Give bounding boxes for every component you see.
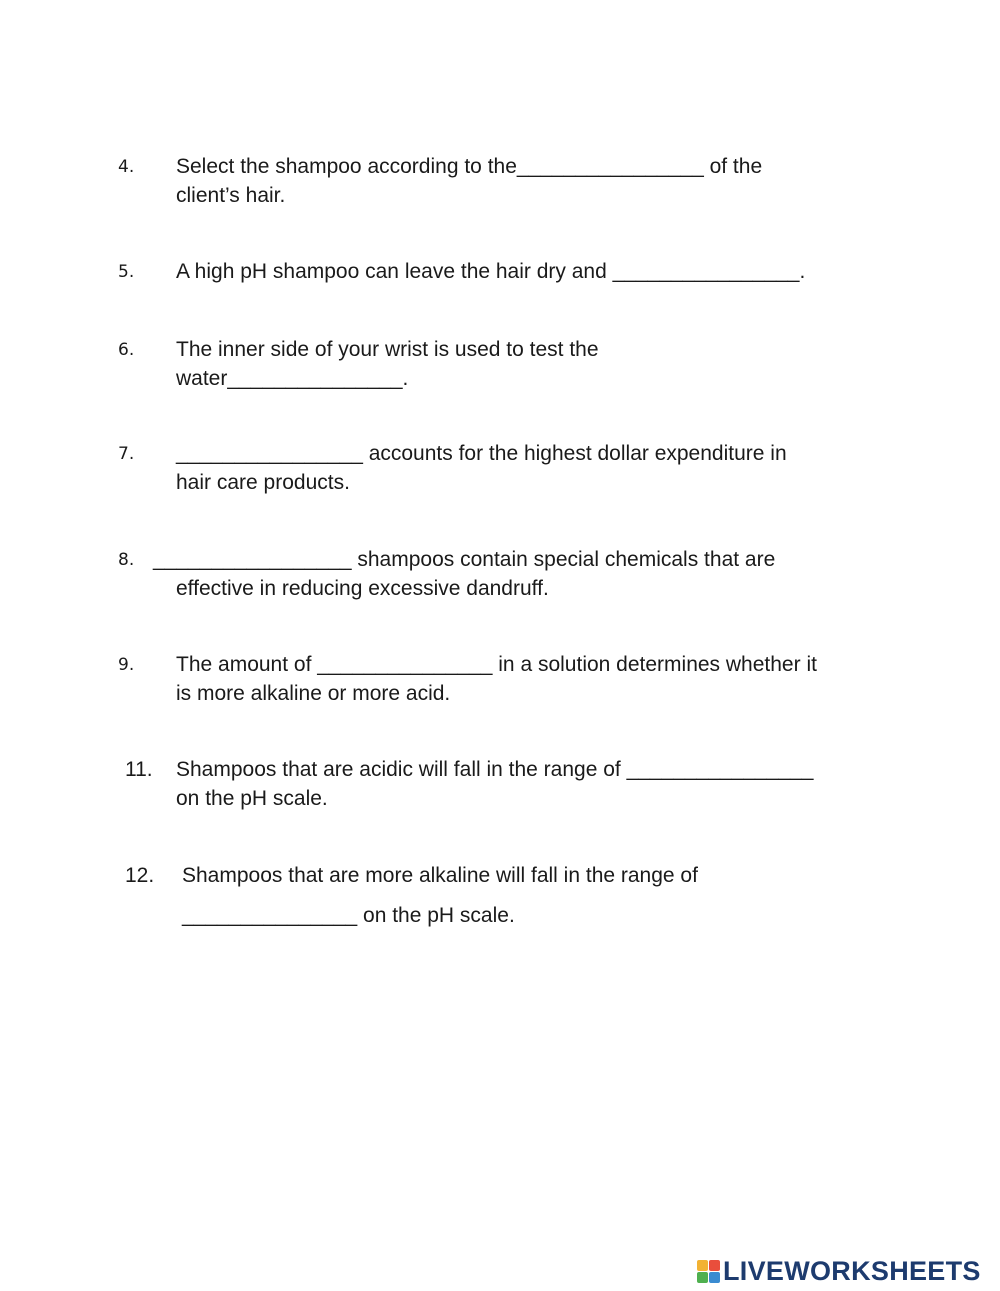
question-number: 6. — [118, 340, 135, 360]
question-text-line-1: The inner side of your wrist is used to test the — [176, 338, 599, 361]
question-text-line-2: water_______________. — [176, 367, 409, 390]
question-text-line-1: Select the shampoo according to the________________ of the — [176, 155, 763, 178]
question-text-line-1: ________________ accounts for the highest dollar expenditure in — [176, 442, 787, 465]
question-text-line-1: _________________ shampoos contain special chemicals that are — [153, 548, 776, 571]
question-text-line-1: Shampoos that are more alkaline will fall in the range of — [182, 864, 698, 887]
question-text-line-1: A high pH shampoo can leave the hair dry and ________________. — [176, 260, 806, 283]
question-text-line-1: Shampoos that are acidic will fall in the range of ________________ — [176, 758, 814, 781]
liveworksheets-logo — [697, 1255, 981, 1287]
question-text-line-2: client’s hair. — [176, 184, 286, 207]
question-text-line-2: _______________ on the pH scale. — [182, 904, 515, 927]
question-text-line-1: The amount of _______________ in a solution determines whether it — [176, 653, 817, 676]
logo-block — [709, 1272, 720, 1283]
question-number: 12. — [125, 864, 155, 887]
logo-block — [709, 1260, 720, 1271]
question-number: 5. — [118, 262, 135, 282]
question-number: 8. — [118, 550, 135, 570]
logo-block — [697, 1260, 708, 1271]
logo-block — [697, 1272, 708, 1283]
question-text-line-2: effective in reducing excessive dandruff. — [176, 577, 549, 600]
logo-blocks-icon — [697, 1260, 720, 1283]
question-number: 7. — [118, 444, 135, 464]
question-number: 9. — [118, 655, 135, 675]
question-text-line-2: is more alkaline or more acid. — [176, 682, 451, 705]
logo-text: LIVEWORKSHEETS — [723, 1255, 981, 1286]
question-number: 11. — [125, 758, 153, 781]
question-number: 4. — [118, 157, 135, 177]
question-text-line-2: on the pH scale. — [176, 787, 328, 810]
question-text-line-2: hair care products. — [176, 471, 350, 494]
